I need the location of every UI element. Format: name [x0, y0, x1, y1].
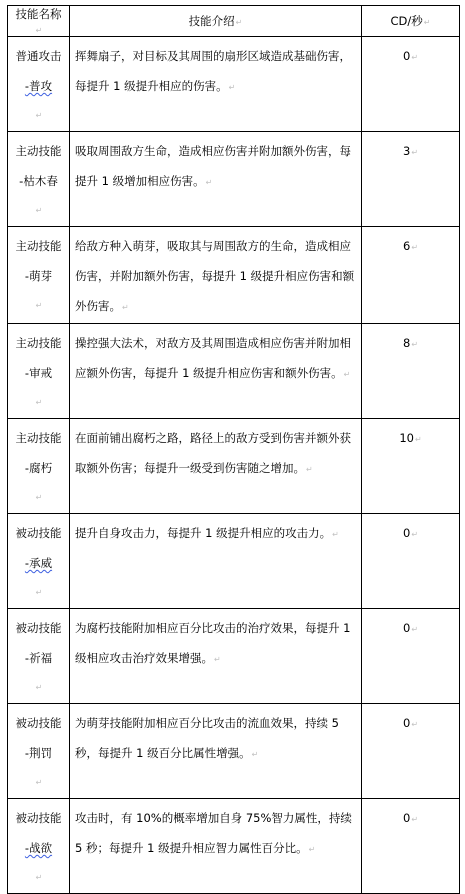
- skill-name-line: [13, 548, 64, 608]
- skill-desc: 为萌芽技能附加相应百分比攻击的流血效果，持续 5 秒，每提升 1 级百分比属性增强。: [75, 716, 339, 760]
- table-row: [8, 704, 460, 799]
- skill-name-cell: [8, 514, 70, 609]
- skill-name-cell: [8, 37, 70, 132]
- paragraph-mark: ↵: [332, 530, 339, 539]
- header-skill-name-text: 技能名称: [15, 7, 62, 21]
- paragraph-mark: ↵: [411, 148, 419, 157]
- skill-cd-cell: [362, 324, 460, 419]
- paragraph-mark: ↵: [343, 370, 351, 379]
- paragraph-mark: ↵: [35, 778, 43, 787]
- skill-cd-cell: [362, 799, 460, 894]
- paragraph-mark: ↵: [35, 206, 43, 215]
- paragraph-mark: ↵: [308, 845, 316, 854]
- skill-name: -腐朽: [24, 461, 53, 475]
- paragraph-mark: ↵: [414, 435, 422, 444]
- skill-name-line: [13, 261, 64, 321]
- table-row: [8, 37, 460, 132]
- table-row: [8, 799, 460, 894]
- header-cd: [362, 6, 460, 37]
- skill-desc: 挥舞扇子，对目标及其周围的扇形区域造成基础伤害，每提升 1 级提升相应的伤害。: [75, 49, 351, 93]
- skill-desc: 提升自身攻击力，每提升 1 级提升相应的攻击力。: [75, 526, 332, 540]
- skill-desc-cell: [70, 799, 362, 894]
- skill-name-line: [13, 166, 64, 226]
- header-skill-name: [8, 6, 70, 37]
- skill-type: 主动技能: [15, 336, 62, 350]
- skill-type: 被动技能: [15, 526, 62, 540]
- table-row: [8, 132, 460, 227]
- skill-name: -枯木春: [19, 174, 58, 188]
- skill-type: 主动技能: [15, 431, 62, 445]
- paragraph-mark: ↵: [411, 53, 419, 62]
- paragraph-mark: ↵: [411, 625, 419, 634]
- skill-name-line: [13, 71, 64, 131]
- skill-cd-cell: [362, 227, 460, 324]
- skill-name-line: [13, 453, 64, 513]
- table-header-row: [8, 6, 460, 37]
- skill-name: -祈福: [24, 651, 53, 665]
- skill-name: -承威: [24, 556, 53, 570]
- paragraph-mark: ↵: [251, 750, 259, 759]
- skill-name-cell: [8, 609, 70, 704]
- skill-desc-cell: [70, 227, 362, 324]
- table-row: [8, 609, 460, 704]
- skill-cd: 0: [402, 526, 411, 540]
- skill-type: 普通攻击: [15, 49, 62, 63]
- paragraph-mark: ↵: [35, 26, 43, 35]
- paragraph-mark: ↵: [423, 18, 431, 27]
- skill-desc-cell: [70, 37, 362, 132]
- table-row: [8, 324, 460, 419]
- paragraph-mark: ↵: [411, 720, 419, 729]
- header-skill-desc-text: 技能介绍: [188, 14, 235, 28]
- skill-name-line: [13, 833, 64, 893]
- paragraph-mark: ↵: [205, 178, 213, 187]
- skill-desc-cell: [70, 324, 362, 419]
- skill-name-cell: [8, 227, 70, 324]
- skill-desc: 吸取周围敌方生命，造成相应伤害并附加额外伤害，每提升 1 级增加相应伤害。: [75, 144, 351, 188]
- skill-cd: 8: [402, 336, 411, 350]
- skill-name: -审戒: [24, 366, 53, 380]
- skill-desc-cell: [70, 419, 362, 514]
- paragraph-mark: ↵: [122, 303, 129, 312]
- skill-desc: 操控强大法术，对敌方及其周围造成相应伤害并附加相应额外伤害，每提升 1 级提升相应伤害和额外伤害。: [75, 336, 351, 380]
- skill-desc: 攻击时，有 10%的概率增加自身 75%智力属性，持续 5 秒；每提升 1 级提升相应智力属性百分比。: [75, 811, 352, 855]
- skill-cd: 0: [402, 49, 411, 63]
- paragraph-mark: ↵: [235, 18, 243, 27]
- table-row: [8, 227, 460, 324]
- skill-cd: 10: [399, 431, 414, 445]
- skill-cd: 3: [402, 144, 411, 158]
- skill-cd-cell: [362, 704, 460, 799]
- skill-type: 被动技能: [15, 716, 62, 730]
- skill-name: -荆罚: [24, 746, 53, 760]
- skill-name-line: [13, 358, 64, 418]
- paragraph-mark: ↵: [306, 465, 313, 474]
- skill-name: -战欲: [24, 841, 53, 855]
- paragraph-mark: ↵: [35, 301, 43, 310]
- skill-name-cell: [8, 799, 70, 894]
- skill-name-line: [13, 738, 64, 798]
- paragraph-mark: ↵: [35, 493, 43, 502]
- skill-name-cell: [8, 704, 70, 799]
- skill-type: 主动技能: [15, 144, 62, 158]
- paragraph-mark: ↵: [214, 655, 221, 664]
- skill-name: -萌芽: [24, 269, 53, 283]
- skill-desc: 给敌方种入萌芽，吸取其与周围敌方的生命，造成相应伤害，并附加额外伤害，每提升 1 级提升相应伤害和额外伤害。: [75, 239, 355, 313]
- skill-cd: 0: [402, 621, 411, 635]
- paragraph-mark: ↵: [411, 530, 419, 539]
- table-row: [8, 514, 460, 609]
- skill-name: -普攻: [24, 79, 53, 93]
- skill-desc: 为腐朽技能附加相应百分比攻击的治疗效果，每提升 1 级相应攻击治疗效果增强。: [75, 621, 351, 665]
- skill-desc-cell: [70, 514, 362, 609]
- skill-type: 主动技能: [15, 239, 62, 253]
- skill-cd-cell: [362, 609, 460, 704]
- paragraph-mark: ↵: [35, 873, 43, 882]
- skill-cd-cell: [362, 37, 460, 132]
- skill-desc-cell: [70, 609, 362, 704]
- table-row: [8, 419, 460, 514]
- paragraph-mark: ↵: [35, 683, 43, 692]
- paragraph-mark: ↵: [411, 815, 419, 824]
- skill-cd: 6: [402, 239, 411, 253]
- header-skill-desc: [70, 6, 362, 37]
- skill-name-cell: [8, 324, 70, 419]
- paragraph-mark: ↵: [411, 340, 419, 349]
- paragraph-mark: ↵: [411, 243, 419, 252]
- skill-desc-cell: [70, 132, 362, 227]
- skill-cd-cell: [362, 514, 460, 609]
- skill-desc-cell: [70, 704, 362, 799]
- skill-desc: 在面前铺出腐朽之路，路径上的敌方受到伤害并额外获取额外伤害；每提升一级受到伤害随之增加。: [75, 431, 351, 475]
- skill-cd: 0: [402, 811, 411, 825]
- skill-name-line: [13, 643, 64, 703]
- paragraph-mark: ↵: [228, 83, 236, 92]
- skill-name-cell: [8, 419, 70, 514]
- skill-cd-cell: [362, 419, 460, 514]
- skill-name-cell: [8, 132, 70, 227]
- header-cd-text: CD/秒: [390, 14, 423, 28]
- paragraph-mark: ↵: [35, 111, 43, 120]
- skill-cd-cell: [362, 132, 460, 227]
- skill-cd: 0: [402, 716, 411, 730]
- skill-type: 被动技能: [15, 811, 62, 825]
- paragraph-mark: ↵: [35, 588, 43, 597]
- skill-table: [7, 5, 460, 894]
- skill-type: 被动技能: [15, 621, 62, 635]
- paragraph-mark: ↵: [35, 398, 43, 407]
